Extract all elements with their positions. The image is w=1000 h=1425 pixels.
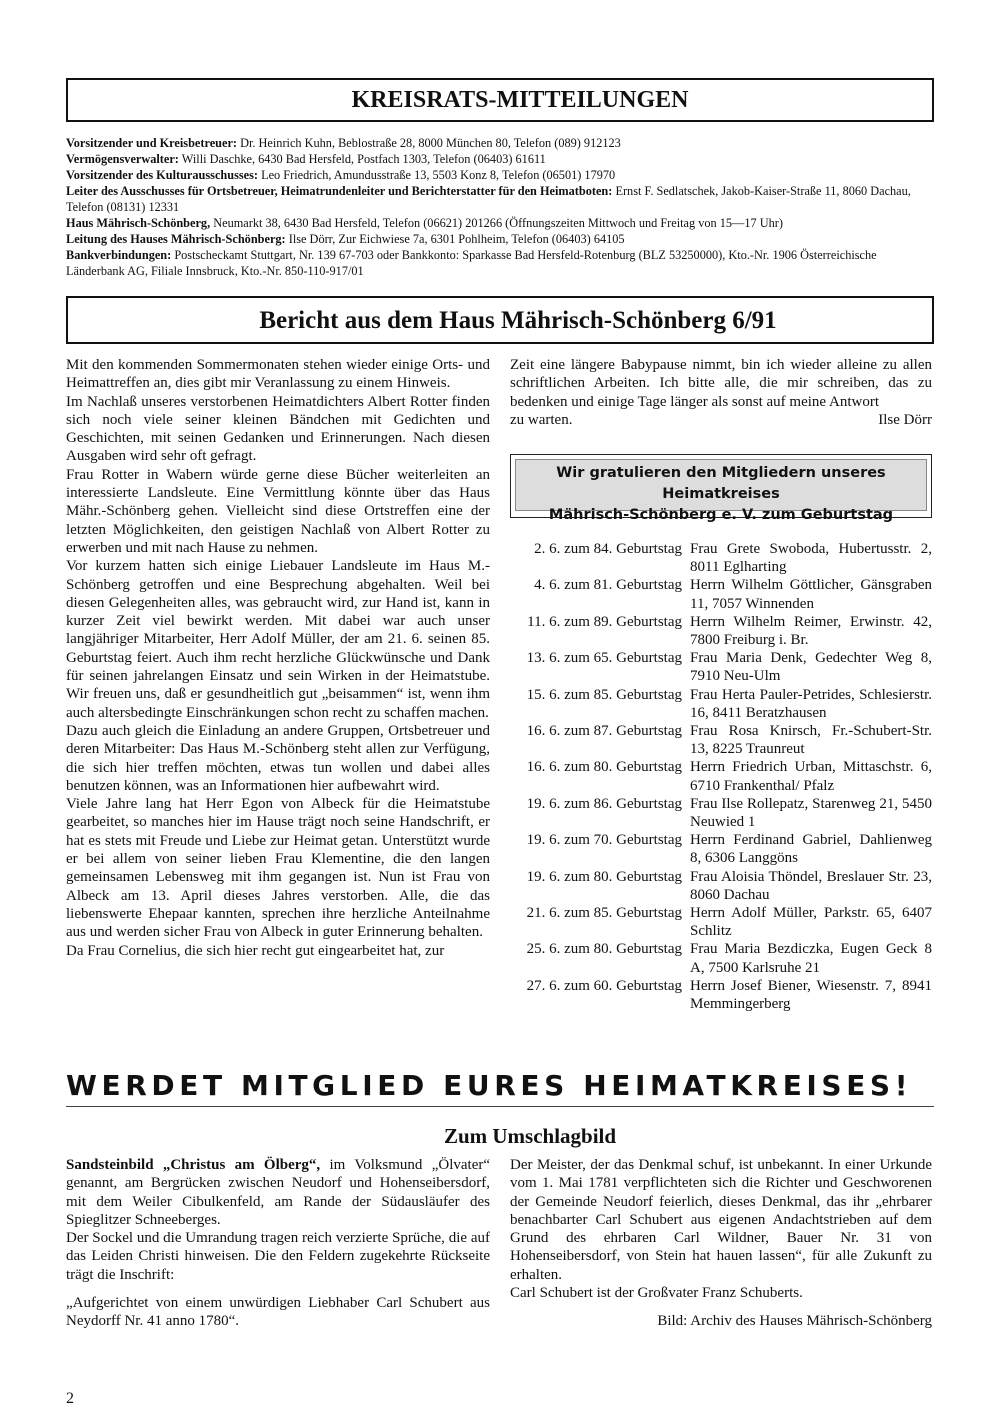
bericht-paragraph: Im Nachlaß unseres verstorbenen Heimatdichters Albert Rotter finden sich noch viele seiner kleinen Bändchen mit Gedichten und Geschichten, mit seinen Gedanken und Erinnerungen. Nach diesen Ausgaben wird sehr oft gefragt.: [66, 393, 490, 465]
officer-text: Ilse Dörr, Zur Eichwiese 7a, 6301 Pohlheim, Telefon (06403) 64105: [285, 232, 625, 246]
officer-entry: [66, 215, 934, 231]
birthday-date: 16. 6. zum 80. Geburtstag: [526, 759, 682, 776]
officer-label: Vorsitzender des Kulturausschusses:: [66, 168, 258, 182]
birthday-row: [512, 649, 932, 685]
officer-entry: [66, 151, 934, 167]
bericht-header-box: [66, 296, 934, 344]
birthday-row: [512, 831, 932, 867]
banner-rule: [66, 1106, 934, 1107]
birthday-person: Frau Aloisia Thöndel, Breslauer Str. 23, 8060 Dachau: [690, 868, 932, 903]
umschlag-left-column: [66, 1156, 490, 1331]
umschlag-right-column: [510, 1156, 932, 1331]
birthday-date: 2. 6. zum 84. Geburtstag: [534, 541, 682, 557]
bericht-left-column: [66, 356, 490, 960]
bericht-paragraph: Vor kurzem hatten sich einige Liebauer Landsleute im Haus M.-Schönberg getroffen und eine Besprechung abgehalten. Weil bei diesen Gelegenheiten alles, was gebraucht wird, zur Hand ist, kann in kurzer Zeit viel bewirkt werden. Mit dabei war auch unser langjähriger Mitarbeiter, Herr Adolf Müller, der am 21. 6. seinen 85. Geburtstag feiert. Auch ihm recht herzliche Glückwünsche und Dank für seinen jahrelangen Einsatz und sein Wirken in der Heimatstube. Wir freuen uns, daß er gesundheitlich gut „beisammen“ ist, wenn ihm auch altersbedingte Einschränkungen schon recht zu schaffen machen.: [66, 558, 490, 721]
birthday-date: 15. 6. zum 85. Geburtstag: [526, 686, 682, 703]
umschlag-paragraph: Der Sockel und die Umrandung tragen reich verzierte Sprüche, die auf das Leiden Christi hinweisen. Die den Feldern zugekehrte Rückseite trägt die Inschrift:: [66, 1230, 490, 1283]
birthday-date: 11. 6. zum 89. Geburtstag: [527, 613, 682, 630]
birthday-person: Herrn Friedrich Urban, Mittaschstr. 6, 6710 Frankenthal/ Pfalz: [690, 759, 932, 794]
bericht-paragraph: Frau Rotter in Wabern würde gerne diese Bücher weiterleiten an interessierte Landsleute. Eine Vermittlung könnte über das Haus Mähr.-Schönberg gehen. Vielleicht sind diese Ortstreffen eine der letzten Möglichkeiten, den geistigen Nachlaß von Albert Rotter zu erwerben und mit nach Hause zu nehmen.: [66, 466, 490, 556]
officer-text: Neumarkt 38, 6430 Bad Hersfeld, Telefon (06621) 201266 (Öffnungszeiten Mittwoch und Freitag von 15—17 Uhr): [210, 216, 783, 230]
birthday-row: [512, 686, 932, 722]
umschlag-lead: [66, 1156, 490, 1229]
bericht-paragraph: Dazu auch gleich die Einladung an andere Gruppen, Ortsbetreuer und deren Mitarbeiter: Das Haus M.-Schönberg steht allen zur Verfügung, die sich hier treffen möchten, etwas tun wollen und dabei alles benutzen können, was an Informationen hier aufbewahrt wird.: [66, 722, 490, 794]
birthday-person: Herrn Josef Biener, Wiesenstr. 7, 8941 Memmingerberg: [690, 977, 932, 1013]
bericht-paragraph: Mit den kommenden Sommermonaten stehen wieder einige Orts- und Heimattreffen an, dies gibt mir Veranlassung zu einem Hinweis.: [66, 357, 490, 392]
umschlag-title: Zum Umschlagbild: [443, 1124, 617, 1148]
umschlag-lead-bold: Sandsteinbild „Christus am Ölberg“,: [66, 1157, 321, 1173]
birthday-date: 21. 6. zum 85. Geburtstag: [526, 905, 682, 922]
birthday-date: 4. 6. zum 81. Geburtstag: [534, 577, 682, 594]
officer-label: Bankverbindungen:: [66, 248, 172, 262]
bericht-paragraph: Da Frau Cornelius, die sich hier recht gut eingearbeitet hat, zur: [66, 942, 445, 959]
birthday-date: 27. 6. zum 60. Geburtstag: [526, 977, 682, 994]
birthday-row: [512, 722, 932, 758]
officer-label: Vorsitzender und Kreisbetreuer:: [66, 136, 238, 150]
membership-banner: WERDET MITGLIED EURES HEIMATKREISES!: [66, 1069, 913, 1102]
officer-label: Leitung des Hauses Mährisch-Schönberg:: [66, 232, 286, 246]
officer-label: Vermögensverwalter:: [66, 152, 179, 166]
bericht-continuation: Zeit eine längere Babypause nimmt, bin ich wieder alleine zu allen schriftlichen Arbeiten. Ich bitte alle, die mir schreiben, das zu bedenken und einige Tage länger als sonst auf meine Antwort: [510, 357, 932, 410]
kreisrats-header-box: [66, 78, 934, 122]
page-number: 2: [66, 1390, 74, 1407]
umschlag-lead-text: im Volksmund „Ölvater“ genannt, am Bergrücken zwischen Neudorf und Hohenseibersdorf, mit dem Weiler Cibulkenfeld, am Rande der Südausläufer des Spieglitzer Schneeberges.: [66, 1157, 490, 1228]
gratulation-line-1: Wir gratulieren den Mitgliedern unseres Heimatkreises: [556, 465, 886, 502]
gratulation-box: [510, 454, 932, 523]
bericht-last-line: zu warten.: [510, 411, 573, 428]
officer-label: Haus Mährisch-Schönberg,: [66, 216, 211, 230]
officer-entry: [66, 231, 934, 247]
birthday-person: Herrn Ferdinand Gabriel, Dahlienweg 8, 6306 Langgöns: [690, 832, 932, 867]
birthday-row: [512, 904, 932, 940]
officer-text: Leo Friedrich, Amundusstraße 13, 5503 Konz 8, Telefon (06501) 17970: [258, 168, 616, 182]
officer-entry: [66, 135, 934, 151]
birthday-date: 19. 6. zum 86. Geburtstag: [526, 795, 682, 812]
birthday-date: 16. 6. zum 87. Geburtstag: [526, 723, 682, 740]
birthday-row: [512, 758, 932, 794]
umschlag-paragraph: Der Meister, der das Denkmal schuf, ist unbekannt. In einer Urkunde vom 1. Mai 1781 verpflichteten sich die Richter und Geschworenen der Gemeinde Neudorf feierlich, dieses Denkmal, das ihr „ehrbarer benachbarter Carl Schubert aus eigenen Andachtstrieben auf dem Grund des ehrbaren Carl Wildner, Bauer Nr. 31 von Hohenseibersdorf, von Stein hat hauen lassen“, für alle Zukunft zu erhalten.: [510, 1157, 932, 1283]
birthday-person: Frau Ilse Rollepatz, Starenweg 21, 5450 Neuwied 1: [690, 795, 932, 831]
birthday-date: 13. 6. zum 65. Geburtstag: [526, 650, 682, 667]
birthday-row: [512, 613, 932, 649]
officer-text: Ernst F. Sedlatschek, Jakob-Kaiser-Straße 11, 8060 Dachau, Telefon (08131) 12331: [66, 184, 911, 214]
birthday-list: [512, 540, 932, 1013]
birthday-person: Frau Rosa Knirsch, Fr.-Schubert-Str. 13, 8225 Traunreut: [690, 723, 932, 758]
birthday-person: Frau Maria Bezdiczka, Eugen Geck 8 A, 7500 Karlsruhe 21: [690, 941, 932, 976]
image-credit: Bild: Archiv des Hauses Mährisch-Schönberg: [657, 1313, 932, 1330]
birthday-person: Frau Grete Swoboda, Hubertusstr. 2, 8011 Eglharting: [690, 541, 932, 576]
officer-text: Willi Daschke, 6430 Bad Hersfeld, Postfach 1303, Telefon (06403) 61611: [178, 152, 546, 166]
birthday-row: [512, 977, 932, 1013]
birthday-date: 19. 6. zum 70. Geburtstag: [526, 832, 682, 849]
officer-entry: [66, 167, 934, 183]
birthday-row: [512, 795, 932, 831]
signature: Ilse Dörr: [878, 411, 932, 428]
umschlag-paragraph: Carl Schubert ist der Großvater Franz Schuberts.: [510, 1285, 803, 1302]
birthday-row: [512, 868, 932, 904]
gratulation-banner: [515, 459, 927, 523]
birthday-date: 19. 6. zum 80. Geburtstag: [526, 868, 682, 885]
bericht-right-column: [510, 356, 932, 429]
officer-entry: [66, 183, 934, 215]
birthday-person: Herrn Adolf Müller, Parkstr. 65, 6407 Schlitz: [690, 905, 932, 940]
officers-list: [66, 135, 934, 279]
officer-text: Dr. Heinrich Kuhn, Beblostraße 28, 8000 München 80, Telefon (089) 912123: [237, 136, 621, 150]
birthday-person: Frau Maria Denk, Gedechter Weg 8, 7910 Neu-Ulm: [690, 650, 932, 685]
umschlag-quote: „Aufgerichtet von einem unwürdigen Liebhaber Carl Schubert aus Neydorff Nr. 41 anno 1780“.: [66, 1295, 490, 1330]
birthday-person: Frau Herta Pauler-Petrides, Schlesierstr. 16, 8411 Beratzhausen: [690, 686, 932, 721]
bericht-title: Bericht aus dem Haus Mährisch-Schönberg 6/91: [259, 307, 777, 334]
officer-label: Leiter des Ausschusses für Ortsbetreuer, Heimatrundenleiter und Berichterstatter für den Heimatboten:: [66, 184, 613, 198]
birthday-row: [512, 576, 932, 612]
birthday-date: 25. 6. zum 80. Geburtstag: [526, 941, 682, 958]
kreisrats-title: KREISRATS-MITTEILUNGEN: [351, 87, 689, 113]
gratulation-line-2: Mährisch-Schönberg e. V. zum Geburtstag: [548, 507, 894, 523]
birthday-row: [512, 540, 932, 576]
signature-line: [510, 411, 932, 429]
bericht-paragraph: Viele Jahre lang hat Herr Egon von Albeck für die Heimatstube gearbeitet, so manches hier im Hause trägt noch seine Handschrift, er hat es stets mit Freude und Liebe zur Heimat getan. Unterstützt wurde er bei allem von seiner lieben Frau Klementine, die den langen gemeinsamen Lebensweg mit ihm gegangen ist. Nun ist Frau von Albeck am 13. April dieses Jahres verstorben. Alle, die das liebenswerte Ehepaar kannten, sprechen ihre herzliche Anteilnahme aus und werden sicher Frau von Albeck in guter Erinnerung behalten.: [66, 796, 490, 941]
birthday-person: Herrn Wilhelm Reimer, Erwinstr. 42, 7800 Freiburg i. Br.: [690, 613, 932, 649]
birthday-row: [512, 940, 932, 976]
birthday-person: Herrn Wilhelm Göttlicher, Gänsgraben 11, 7057 Winnenden: [690, 577, 932, 612]
officer-entry: [66, 247, 934, 279]
officer-text: Postscheckamt Stuttgart, Nr. 139 67-703 oder Bankkonto: Sparkasse Bad Hersfeld-Rotenburg (BLZ 53250000), Kto.-Nr. 1906 Österreichische Länderbank AG, Filiale Innsbruck, Kto.-Nr. 850-110-917/01: [66, 248, 877, 278]
